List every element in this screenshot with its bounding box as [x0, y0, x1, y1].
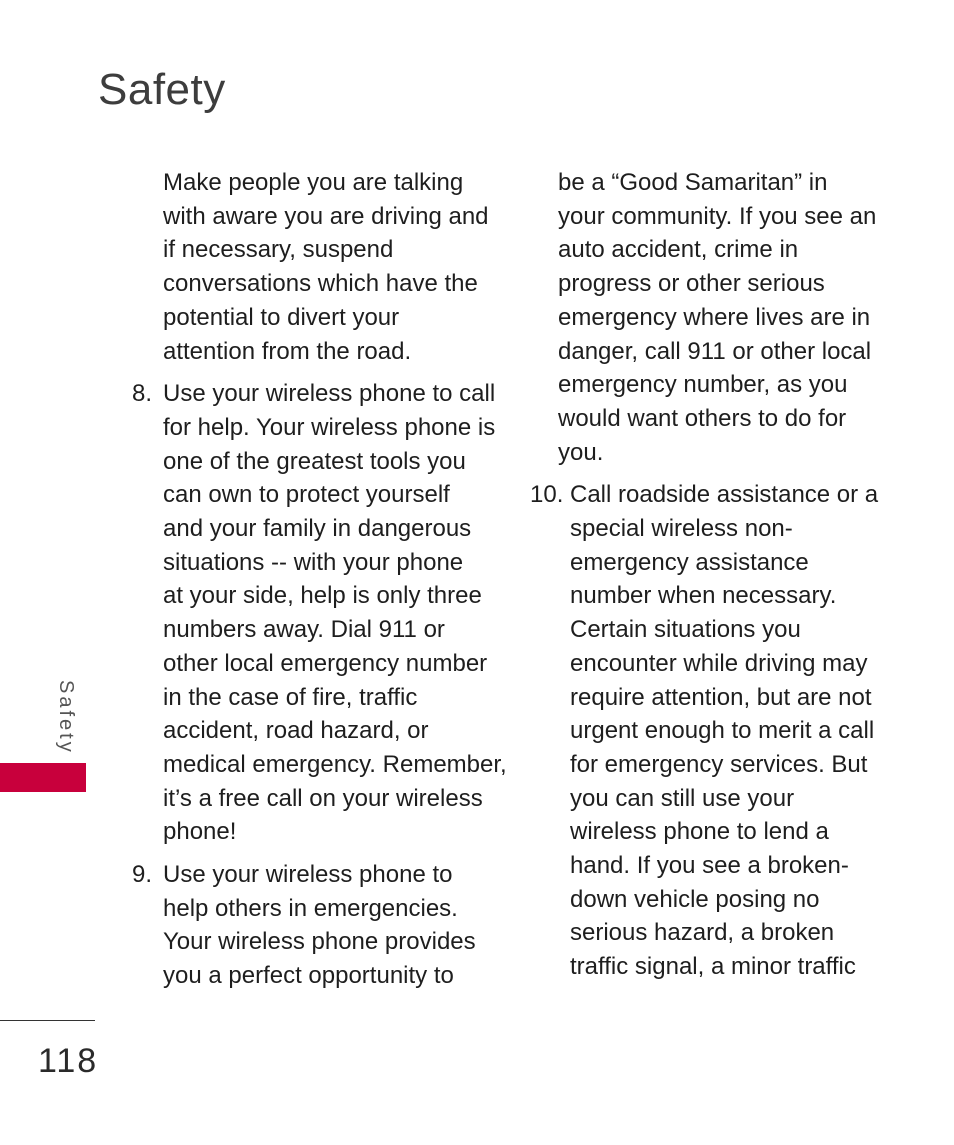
page-number: 118	[38, 1042, 99, 1080]
text-line: for emergency services. But	[570, 750, 868, 778]
side-tab-accent-bar	[0, 763, 86, 792]
text-line: phone!	[163, 818, 237, 846]
text-line: can own to protect yourself	[163, 481, 450, 509]
text-line: emergency assistance	[570, 548, 809, 576]
intro-paragraph	[132, 166, 492, 368]
text-line: traffic signal, a minor traffic	[570, 953, 856, 981]
text-line: Certain situations you	[570, 616, 801, 644]
list-item-number: 10.	[530, 481, 564, 509]
text-line: and your family in dangerous	[163, 515, 472, 543]
footer-divider	[0, 1020, 95, 1021]
text-line: Make people you are talking	[163, 169, 464, 196]
text-line: accident, road hazard, or	[163, 717, 429, 745]
text-line: danger, call 911 or other local	[558, 337, 872, 365]
text-line: special wireless non-	[570, 515, 793, 543]
text-line: serious hazard, a broken	[570, 919, 835, 947]
text-line: medical emergency. Remember,	[163, 750, 507, 778]
text-line: conversations which have the	[163, 270, 478, 298]
side-tab-label: Safety	[55, 680, 77, 755]
text-line: would want others to do for	[558, 404, 847, 432]
text-line: you can still use your	[570, 784, 795, 812]
text-line: one of the greatest tools you	[163, 447, 466, 475]
text-line: emergency number, as you	[558, 371, 848, 399]
text-line: potential to divert your	[163, 303, 400, 331]
text-line: number when necessary.	[570, 582, 837, 610]
text-line: at your side, help is only three	[163, 582, 482, 610]
text-line: progress or other serious	[558, 270, 825, 298]
text-line: Use your wireless phone to	[163, 861, 453, 889]
text-line: urgent enough to merit a call	[570, 717, 875, 745]
text-line: hand. If you see a broken-	[570, 852, 849, 880]
list-item-text	[163, 858, 492, 993]
list-item-text	[570, 478, 890, 984]
page-title: Safety	[98, 65, 226, 114]
text-line: be a “Good Samaritan” in	[558, 169, 828, 196]
text-line: wireless phone to lend a	[570, 818, 829, 846]
text-line: in the case of fire, traffic	[163, 683, 418, 711]
right-column	[530, 166, 890, 993]
list-item-number: 8.	[132, 380, 153, 408]
text-line: attention from the road.	[163, 337, 412, 365]
text-line: numbers away. Dial 911 or	[163, 616, 445, 644]
text-line: situations -- with your phone	[163, 548, 464, 576]
text-line: it’s a free call on your wireless	[163, 784, 483, 812]
text-line: require attention, but are not	[570, 683, 872, 711]
text-line: you a perfect opportunity to	[163, 962, 454, 990]
text-line: for help. Your wireless phone is	[163, 413, 496, 441]
list-item-number: 9.	[132, 861, 153, 889]
list-item-10	[530, 478, 890, 984]
text-line: other local emergency number	[163, 649, 488, 677]
text-line: encounter while driving may	[570, 649, 868, 677]
list-item-8	[132, 377, 507, 849]
text-line: your community. If you see an	[558, 202, 877, 230]
text-line: with aware you are driving and	[163, 202, 489, 230]
text-line: Your wireless phone provides	[163, 928, 476, 956]
text-line: emergency where lives are in	[558, 303, 871, 331]
list-item-text	[163, 377, 507, 849]
text-line: auto accident, crime in	[558, 236, 799, 264]
text-line: down vehicle posing no	[570, 885, 820, 913]
continuation-paragraph	[530, 166, 890, 469]
text-line: you.	[558, 438, 604, 466]
text-line: Use your wireless phone to call	[163, 380, 496, 408]
left-column	[132, 166, 507, 1002]
text-line: if necessary, suspend	[163, 236, 394, 264]
text-line: help others in emergencies.	[163, 894, 458, 922]
list-item-9	[132, 858, 492, 993]
text-line: Call roadside assistance or a	[570, 481, 879, 509]
